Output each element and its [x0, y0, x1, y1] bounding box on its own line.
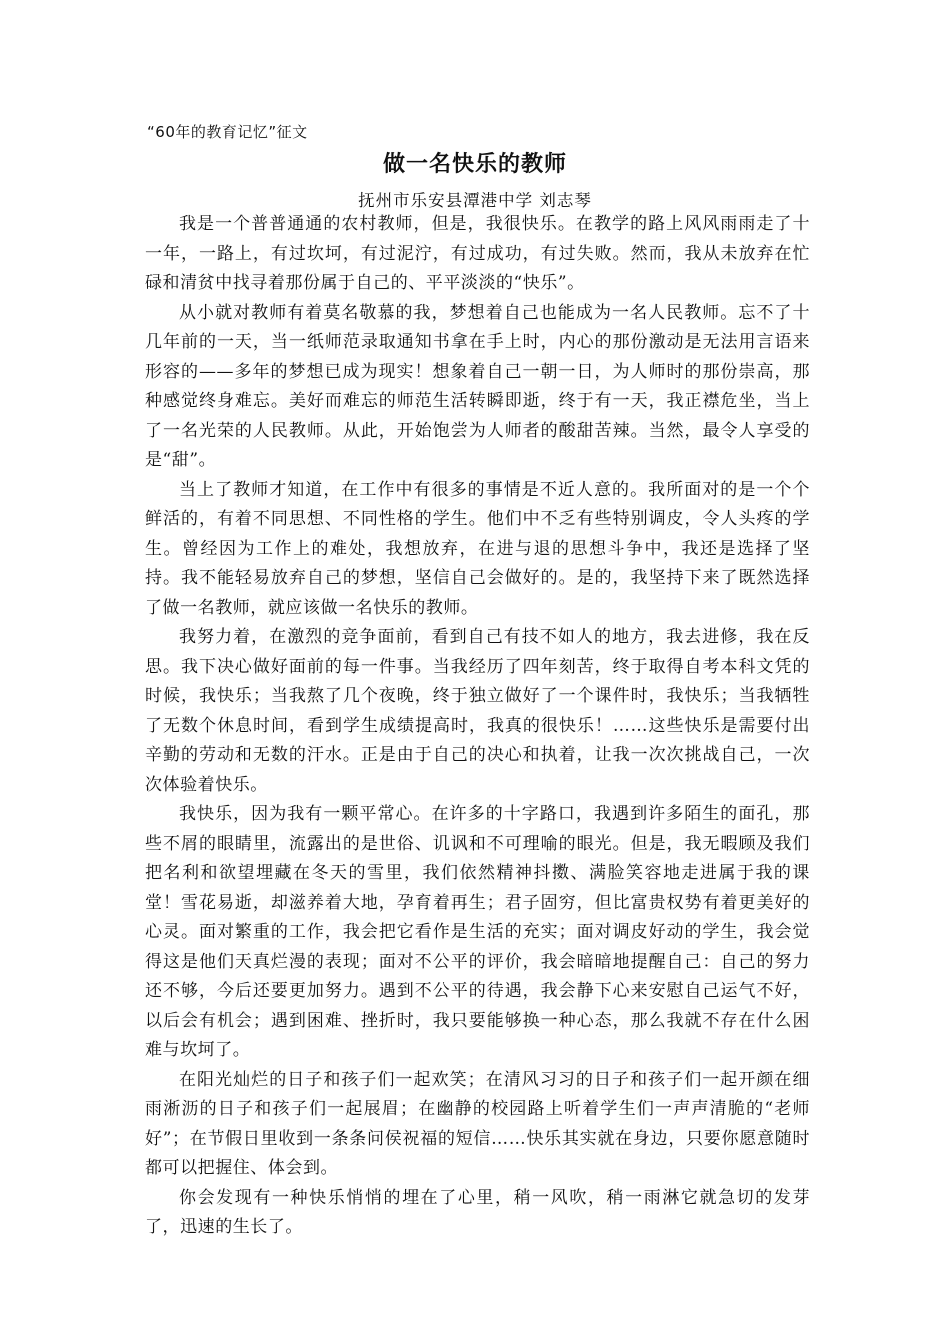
paragraph: 从小就对教师有着莫名敬慕的我，梦想着自己也能成为一名人民教师。忘不了十几年前的一天，当一纸师范录取通知书拿在手上时，内心的那份激动是无法用言语来形容的——多年的梦想已成为现实！想象着自己一朝一日，为人师时的那份崇高，那种感觉终身难忘。美好而难忘的师范生活转瞬即逝，终于有一天，我正襟危坐，当上了一名光荣的人民教师。从此，开始饱尝为人师者的酸甜苦辣。当然，最令人享受的是“甜”。	[145, 302, 810, 470]
paragraph: 我快乐，因为我有一颗平常心。在许多的十字路口，我遇到许多陌生的面孔，那些不屑的眼睛里，流露出的是世俗、讥讽和不可理喻的眼光。但是，我无暇顾及我们把名利和欲望埋藏在冬天的雪里，我们依然精神抖擞、满脸笑容地走进属于我的课堂！雪花易逝，却滋养着大地，孕育着再生；君子固穷，但比富贵权势有着更美好的心灵。面对繁重的工作，我会把它看作是生活的充实；面对调皮好动的学生，我会觉得这是他们天真烂漫的表现；面对不公平的评价，我会暗暗地提醒自己：自己的努力还不够，今后还要更加努力。遇到不公平的待遇，我会静下心来安慰自己运气不好，以后会有机会；遇到困难、挫折时，我只要能够换一种心态，那么我就不存在什么困难与坎坷了。	[145, 804, 810, 1060]
paragraph: 我努力着，在激烈的竞争面前，看到自己有技不如人的地方，我去进修，我在反思。我下决心做好面前的每一件事。当我经历了四年刻苦，终于取得自考本科文凭的时候，我快乐；当我熬了几个夜晚，终于独立做好了一个课件时，我快乐；当我牺牲了无数个休息时间，看到学生成绩提高时，我真的很快乐！……这些快乐是需要付出辛勤的劳动和无数的汗水。正是由于自己的决心和执着，让我一次次挑战自己，一次次体验着快乐。	[145, 627, 810, 795]
page-title: 做一名快乐的教师	[382, 152, 567, 177]
paragraph: 当上了教师才知道，在工作中有很多的事情是不近人意的。我所面对的是一个个鲜活的，有着不同思想、不同性格的学生。他们中不乏有些特别调皮，令人头疼的学生。曾经因为工作上的难处，我想放弃，在进与退的思想斗争中，我还是选择了坚持。我不能轻易放弃自己的梦想，坚信自己会做好的。是的，我坚持下来了既然选择了做一名教师，就应该做一名快乐的教师。	[145, 479, 810, 618]
author-line: 抚州市乐安县潭港中学 刘志琴	[358, 191, 592, 210]
article-body	[145, 210, 810, 1243]
series-label: “60年的教育记忆”征文	[147, 123, 308, 141]
paragraph: 在阳光灿烂的日子和孩子们一起欢笑；在清风习习的日子和孩子们一起开颜在细雨淅沥的日子和孩子们一起展眉；在幽静的校园路上听着学生们一声声清脆的“老师好”；在节假日里收到一条条问侯祝福的短信……快乐其实就在身边，只要你愿意随时都可以把握住、体会到。	[145, 1069, 810, 1178]
paragraph: 你会发现有一种快乐悄悄的埋在了心里，稍一风吹，稍一雨淋它就急切的发芽了，迅速的生长了。	[145, 1187, 810, 1237]
paragraph: 我是一个普普通通的农村教师，但是，我很快乐。在教学的路上风风雨雨走了十一年，一路上，有过坎坷，有过泥泞，有过成功，有过失败。然而，我从未放弃在忙碌和清贫中找寻着那份属于自己的、平平淡淡的“快乐”。	[145, 214, 810, 293]
